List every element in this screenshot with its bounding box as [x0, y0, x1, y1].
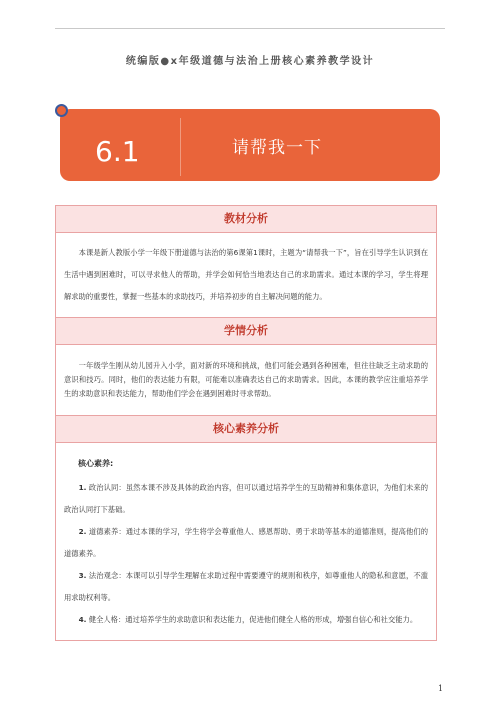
header-rule	[55, 28, 445, 29]
lesson-number: 6.1	[95, 135, 140, 168]
core-literacy-label: 核心素养:	[78, 459, 114, 468]
core-item	[64, 521, 428, 565]
section-body-students	[56, 345, 436, 416]
page-number: 1	[438, 684, 444, 693]
core-item-text: 道德素养：通过本课的学习，学生将学会尊重他人、感恩帮助、勇于求助等基本的道德准则，提高他们的道德素养。	[64, 527, 428, 558]
core-item	[64, 609, 428, 631]
section-body-core	[56, 443, 436, 640]
core-item-number: 2.	[78, 527, 87, 536]
core-item	[64, 565, 428, 609]
header-title: 统编版●x年级道德与法治上册核心素养教学设计	[125, 56, 375, 67]
section-body-textbook	[56, 233, 436, 318]
banner-circle-icon	[55, 104, 68, 117]
textbook-analysis-text: 本课是新人教版小学一年级下册道德与法治的第6课第1课时，主题为“请帮我一下”，旨在引导学生认识到在生活中遇到困难时，可以寻求他人的帮助，并学会如何恰当地表达自己的求助需求。通过本课的学习，学生将理解求助的重要性，掌握一些基本的求助技巧，并培养初步的自主解决问题的能力。	[64, 248, 428, 301]
core-item-text: 政治认同：虽然本课不涉及具体的政治内容，但可以通过培养学生的互助精神和集体意识，为他们未来的政治认同打下基础。	[64, 483, 428, 514]
core-item-text: 法治观念：本课可以引导学生理解在求助过程中需要遵守的规则和秩序，如尊重他人的隐私和意愿，不滥用求助权利等。	[64, 571, 428, 602]
core-item-number: 1.	[78, 483, 87, 492]
banner-divider	[180, 118, 181, 176]
core-item-text: 健全人格：通过培养学生的求助意识和表达能力，促进他们健全人格的形成，增强自信心和社交能力。	[88, 615, 418, 624]
student-analysis-text: 一年级学生刚从幼儿园升入小学，面对新的环境和挑战，他们可能会遇到各种困难，但往往缺乏主动求助的意识和技巧。同时，他们的表达能力有限，可能难以准确表达自己的求助需求。因此，本课的教学应注重培养学生的求助意识和表达能力，帮助他们学会在遇到困难时寻求帮助。	[64, 361, 428, 398]
lesson-plan-table	[55, 205, 437, 641]
lesson-title: 请帮我一下	[232, 138, 322, 158]
section-heading-students: 学情分析	[56, 318, 436, 345]
core-item	[64, 477, 428, 521]
section-heading-core: 核心素养分析	[56, 416, 436, 443]
section-heading-textbook: 教材分析	[56, 206, 436, 233]
core-item-number: 4.	[78, 615, 87, 624]
core-item-number: 3.	[78, 571, 87, 580]
